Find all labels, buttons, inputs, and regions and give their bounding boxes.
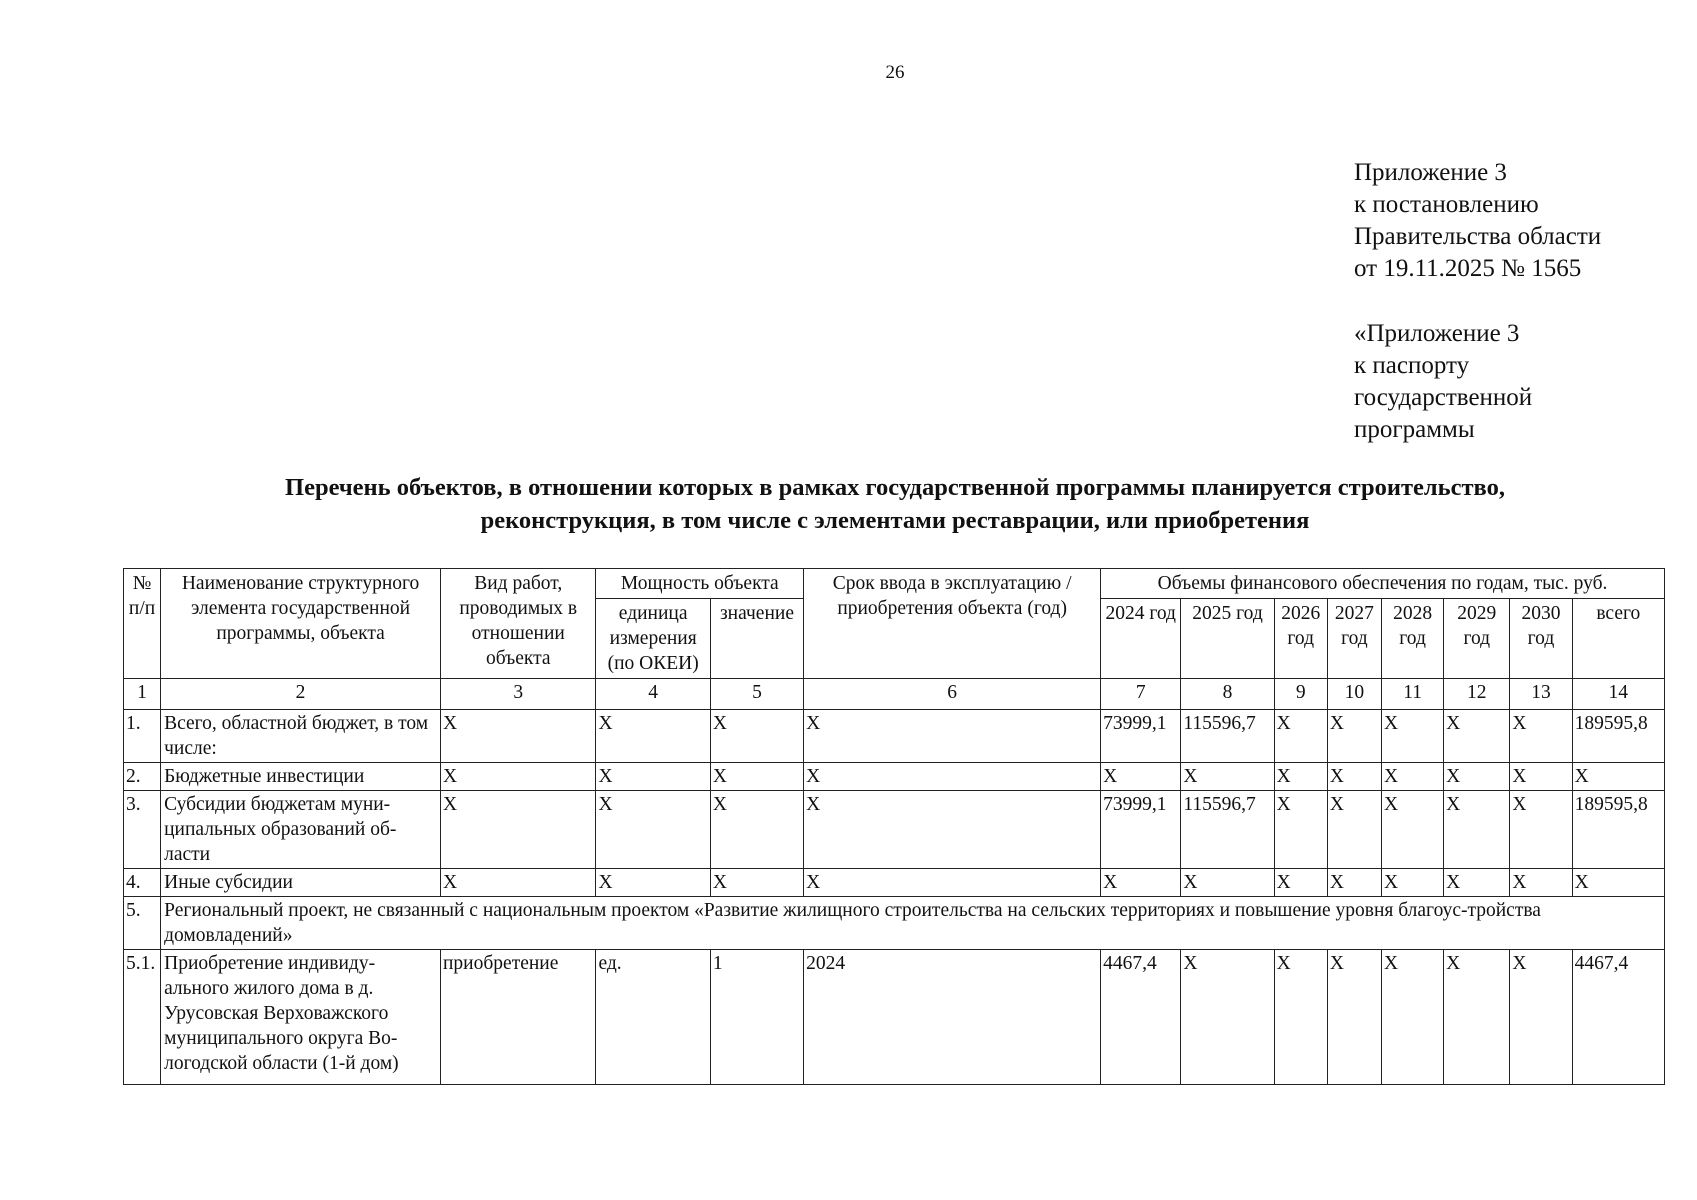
section-row: [124, 897, 1665, 950]
row-total: 189595,8: [1572, 710, 1664, 763]
row-unit: X: [596, 869, 710, 897]
document-title-line: реконструкция, в том числе с элементами реставрации, или приобретения: [480, 507, 1310, 534]
row-2028: X: [1381, 869, 1443, 897]
header-value: значение: [710, 599, 803, 679]
appendix-line: к постановлению: [1354, 191, 1539, 218]
object-2026: X: [1274, 950, 1327, 1085]
column-index: 10: [1327, 679, 1381, 710]
header-year-2030: 2030 год: [1510, 599, 1572, 679]
object-2030: X: [1510, 950, 1572, 1085]
row-num: 3.: [124, 791, 161, 869]
header-total: всего: [1572, 599, 1664, 679]
section-num: 5.: [124, 897, 161, 950]
header-year-2024: 2024 год: [1101, 599, 1181, 679]
row-2027: X: [1327, 869, 1381, 897]
row-2026: X: [1274, 791, 1327, 869]
row-term: X: [804, 791, 1101, 869]
header-term: Срок ввода в эксплуатацию / приобретения объекта (год): [804, 569, 1101, 679]
page-number: 26: [885, 62, 905, 83]
row-work: X: [441, 791, 596, 869]
table-row: [124, 710, 1665, 763]
appendix-block: [1354, 157, 1601, 285]
column-index: 8: [1181, 679, 1274, 710]
appendix-passport-line: к паспорту: [1354, 352, 1470, 379]
header-num: № п/п: [124, 569, 161, 679]
row-term: X: [804, 763, 1101, 791]
column-index-row: [124, 679, 1665, 710]
row-value: X: [710, 791, 803, 869]
row-2028: X: [1381, 763, 1443, 791]
row-value: X: [710, 710, 803, 763]
column-index: 1: [124, 679, 161, 710]
row-2030: X: [1510, 791, 1572, 869]
header-capacity: Мощность объекта: [596, 569, 804, 599]
row-2025: 115596,7: [1181, 710, 1274, 763]
row-2028: X: [1381, 791, 1443, 869]
document-title-line: Перечень объектов, в отношении которых в рамках государственной программы планируется строительство,: [285, 474, 1505, 501]
column-index: 2: [161, 679, 441, 710]
row-value: X: [710, 763, 803, 791]
row-2030: X: [1510, 710, 1572, 763]
header-work: Вид работ, проводимых в отношении объекта: [441, 569, 596, 679]
section-title: Региональный проект, не связанный с национальным проектом «Развитие жилищного строительства на сельских территориях и повышение уровня благоус-тройства домовладений»: [161, 897, 1665, 950]
row-2025: 115596,7: [1181, 791, 1274, 869]
object-name: Приобретение индивиду-ального жилого дома в д. Урусовская Верховажского муниципального округа Во-логодской области (1-й дом): [161, 950, 441, 1085]
row-total: X: [1572, 869, 1664, 897]
object-2027: X: [1327, 950, 1381, 1085]
column-index: 5: [710, 679, 803, 710]
row-unit: X: [596, 710, 710, 763]
object-2029: X: [1444, 950, 1510, 1085]
object-2025: X: [1181, 950, 1274, 1085]
row-2024: X: [1101, 763, 1181, 791]
table-row: [124, 869, 1665, 897]
header-year-2027: 2027 год: [1327, 599, 1381, 679]
row-term: X: [804, 710, 1101, 763]
row-name: Бюджетные инвестиции: [161, 763, 441, 791]
row-name: Иные субсидии: [161, 869, 441, 897]
table-row: [124, 763, 1665, 791]
header-unit: единица измерения (по ОКЕИ): [596, 599, 710, 679]
appendix-passport-block: [1354, 318, 1532, 446]
row-work: X: [441, 710, 596, 763]
row-2029: X: [1444, 791, 1510, 869]
row-2029: X: [1444, 710, 1510, 763]
column-index: 7: [1101, 679, 1181, 710]
object-value: 1: [710, 950, 803, 1085]
column-index: 3: [441, 679, 596, 710]
row-2024: 73999,1: [1101, 710, 1181, 763]
row-2026: X: [1274, 710, 1327, 763]
object-2024: 4467,4: [1101, 950, 1181, 1085]
row-2028: X: [1381, 710, 1443, 763]
header-year-2029: 2029 год: [1444, 599, 1510, 679]
row-2024: X: [1101, 869, 1181, 897]
row-num: 1.: [124, 710, 161, 763]
row-2030: X: [1510, 869, 1572, 897]
row-total: X: [1572, 763, 1664, 791]
row-work: X: [441, 869, 596, 897]
object-row: [124, 950, 1665, 1085]
appendix-passport-line: программы: [1354, 416, 1475, 443]
column-index: 4: [596, 679, 710, 710]
header-finance: Объемы финансового обеспечения по годам, тыс. руб.: [1101, 569, 1665, 599]
objects-table: [123, 568, 1665, 1085]
row-unit: X: [596, 791, 710, 869]
row-num: 2.: [124, 763, 161, 791]
column-index: 12: [1444, 679, 1510, 710]
header-year-2025: 2025 год: [1181, 599, 1274, 679]
header-row: [124, 569, 1665, 599]
column-index: 11: [1381, 679, 1443, 710]
header-year-2028: 2028 год: [1381, 599, 1443, 679]
appendix-passport-line: государственной: [1354, 384, 1533, 411]
header-year-2026: 2026 год: [1274, 599, 1327, 679]
row-work: X: [441, 763, 596, 791]
appendix-line: Приложение 3: [1354, 159, 1507, 186]
row-2026: X: [1274, 763, 1327, 791]
row-unit: X: [596, 763, 710, 791]
header-name: Наименование структурного элемента государственной программы, объекта: [161, 569, 441, 679]
document-title: [160, 471, 1630, 537]
row-name: Субсидии бюджетам муни-ципальных образований об-ласти: [161, 791, 441, 869]
row-2030: X: [1510, 763, 1572, 791]
object-total: 4467,4: [1572, 950, 1664, 1085]
object-2028: X: [1381, 950, 1443, 1085]
row-total: 189595,8: [1572, 791, 1664, 869]
row-value: X: [710, 869, 803, 897]
object-unit: ед.: [596, 950, 710, 1085]
object-work: приобретение: [441, 950, 596, 1085]
object-term: 2024: [804, 950, 1101, 1085]
row-num: 4.: [124, 869, 161, 897]
row-term: X: [804, 869, 1101, 897]
appendix-line: от 19.11.2025 № 1565: [1354, 255, 1582, 282]
row-2027: X: [1327, 763, 1381, 791]
appendix-line: Правительства области: [1354, 223, 1602, 250]
row-2027: X: [1327, 710, 1381, 763]
appendix-passport-line: «Приложение 3: [1354, 320, 1520, 347]
row-name: Всего, областной бюджет, в том числе:: [161, 710, 441, 763]
row-2025: X: [1181, 763, 1274, 791]
row-2024: 73999,1: [1101, 791, 1181, 869]
column-index: 9: [1274, 679, 1327, 710]
column-index: 6: [804, 679, 1101, 710]
row-2029: X: [1444, 869, 1510, 897]
row-2025: X: [1181, 869, 1274, 897]
row-2026: X: [1274, 869, 1327, 897]
row-2027: X: [1327, 791, 1381, 869]
object-num: 5.1.: [124, 950, 161, 1085]
column-index: 14: [1572, 679, 1664, 710]
table-row: [124, 791, 1665, 869]
column-index: 13: [1510, 679, 1572, 710]
row-2029: X: [1444, 763, 1510, 791]
